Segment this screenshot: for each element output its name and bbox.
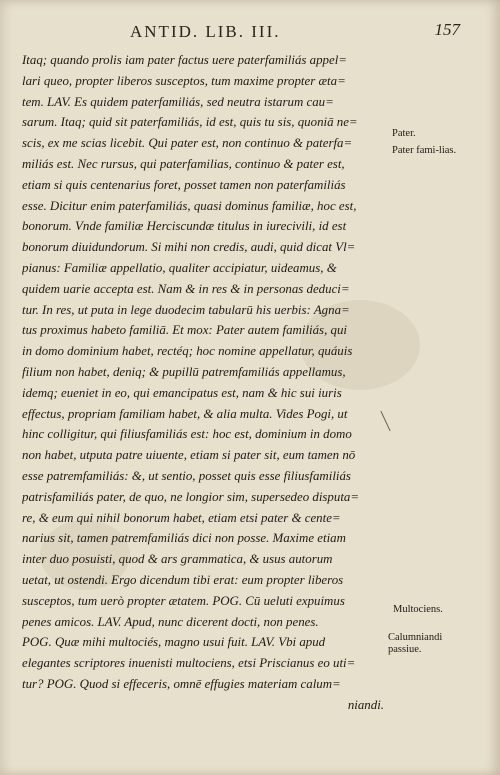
text-line: effectus, propriam familiam habet, & alia multa. Vides Pogi, ut	[22, 406, 348, 421]
text-line: quidem uarie accepta est. Nam & in res & in personas deduci=	[22, 281, 350, 296]
text-line: pianus: Familiæ appellatio, qualiter accipiatur, uideamus, &	[22, 260, 337, 275]
page-number: 157	[434, 20, 460, 39]
text-line: niandi.	[347, 697, 384, 712]
text-line: filium non habet, deniq; & pupillū patremfamiliás appellamus,	[22, 364, 346, 379]
text-line: scis, ex me scias licebit. Qui pater est, non continuo & paterfa=	[22, 136, 353, 151]
text-line: hinc colligitur, qui filiusfamiliás est: hoc est, dominium in domo	[22, 427, 352, 442]
text-line: idemq; eueniet in eo, qui emancipatus est, nam & hic sui iuris	[22, 385, 342, 400]
marginal-note-pater-familias: Pater fami-lias.	[392, 145, 457, 156]
marginal-note-multociens: Multociens.	[393, 604, 443, 615]
text-line: esse patremfamiliás: &, ut sentio, posset quis esse filiusfamiliás	[22, 468, 351, 483]
text-line: susceptos, tum uerò propter ætatem. POG. Cū ueluti expuimus	[22, 593, 345, 608]
text-line: POG. Quæ mihi multociés, magno usui fuit. LAV. Vbi apud	[22, 635, 326, 650]
text-line: tur? POG. Quod si effeceris, omnē effugies materiam calum=	[22, 676, 341, 691]
text-line: bonorum diuidundorum. Si mihi non credis, audi, quid dicat Vl=	[22, 240, 356, 255]
text-line: sarum. Itaq; quid sit paterfamiliás, id est, quis tu sis, quoniā ne=	[22, 115, 358, 130]
text-line: etiam si quis centenarius foret, posset tamen non paterfamiliás	[22, 177, 346, 192]
text-line: tus proximus habeto familiā. Et mox: Pater autem familiás, qui	[22, 323, 347, 338]
text-line: esse. Dicitur enim paterfamiliás, quasi dominus familiæ, hoc est,	[22, 198, 357, 213]
text-line: non habet, utputa patre uiuente, etiam si pater sit, eum tamen nō	[22, 448, 356, 463]
text-line: miliás est. Nec rursus, qui paterfamilias, continuo & pater est,	[22, 156, 345, 171]
text-line: tur. In res, ut puta in lege duodecim tabularū his uerbis: Agna=	[22, 302, 350, 317]
text-line: lari queo, propter liberos susceptos, tum maxime propter æta=	[22, 73, 346, 88]
text-line: patrisfamiliás pater, de quo, ne longior sim, supersedeo disputa=	[22, 489, 360, 504]
body-text	[22, 50, 390, 716]
text-line: penes amicos. LAV. Apud, nunc dicerent docti, non penes.	[22, 614, 319, 629]
text-line: re, & eum qui nihil bonorum habet, etiam etsi pater & cente=	[22, 510, 341, 525]
text-line: bonorum. Vnde familiæ Herciscundæ titulus in iurecivili, id est	[22, 219, 347, 234]
text-line: in domo dominium habet, rectéq; hoc nomine appellatur, quáuis	[22, 344, 353, 359]
text-line: elegantes scriptores inuenisti multociens, etsi Priscianus eo uti=	[22, 656, 356, 671]
text-line: inter duo posuisti, quod & ars grammatica, & usus autorum	[22, 552, 333, 567]
marginal-note-pater: Pater.	[392, 128, 416, 139]
text-line: narius sit, tamen patremfamiliás dici non posse. Maxime etiam	[22, 531, 346, 546]
text-line: tem. LAV. Es quidem paterfamiliás, sed neutra istarum cau=	[22, 94, 334, 109]
marginal-note-calumniandi: Calumniandi passiue.	[388, 632, 443, 655]
text-line: uetat, ut ostendi. Ergo dicendum tibi erat: eum propter liberos	[22, 572, 344, 587]
text-line: Itaq; quando prolis iam pater factus uere paterfamiliás appel=	[22, 53, 347, 67]
running-head: ANTID. LIB. III.	[130, 22, 281, 41]
